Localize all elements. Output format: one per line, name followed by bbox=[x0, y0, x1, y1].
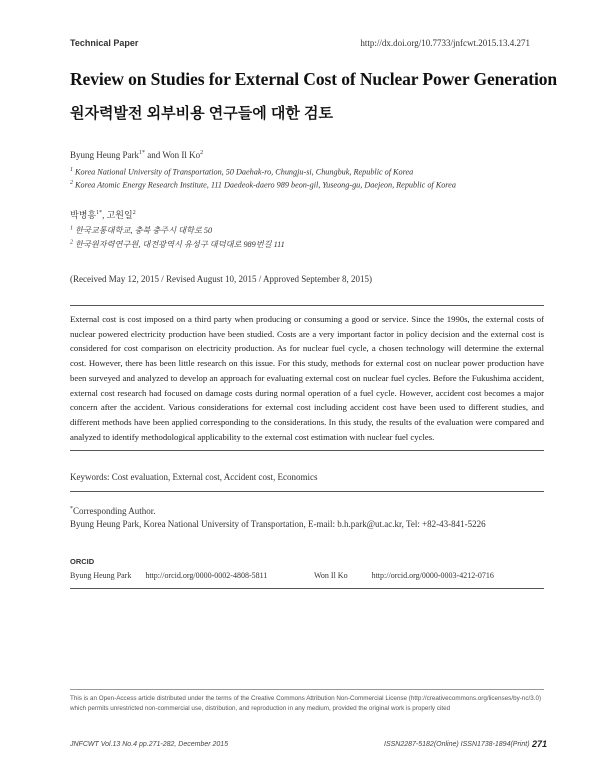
affiliation-english bbox=[70, 180, 456, 190]
affiliation-english bbox=[70, 167, 413, 177]
affiliation-mark: 1 bbox=[70, 167, 73, 173]
corresponding-author-details: Byung Heung Park, Korea National University of Transportation, E-mail: b.h.park@ut.ac.kr, Tel: +82-43-841-5226 bbox=[70, 519, 486, 529]
page-title: Review on Studies for External Cost of Nuclear Power Generation bbox=[70, 69, 558, 89]
orcid-link[interactable]: http://orcid.org/0000-0003-4212-0716 bbox=[371, 571, 494, 580]
issn: ISSN2287-5182(Online) ISSN1738-1894(Print) bbox=[384, 741, 530, 748]
orcid-entry bbox=[70, 571, 267, 580]
affiliation-text: Korea Atomic Energy Research Institute, 111 Daedeok-daero 989 beon-gil, Yuseong-gu, Daejeon, Republic of Korea bbox=[75, 180, 456, 190]
author-name: Byung Heung Park bbox=[70, 150, 139, 160]
affiliation-korean bbox=[70, 225, 212, 236]
author-separator: , bbox=[102, 210, 107, 220]
journal-citation: JNFCWT Vol.13 No.4 pp.271-282, December 2015 bbox=[70, 741, 229, 748]
affiliation-mark: 2 bbox=[70, 180, 73, 186]
author-connector: and bbox=[145, 150, 163, 160]
author-name: 박병흥 bbox=[70, 210, 97, 220]
author-mark: 1* bbox=[96, 210, 103, 216]
author-mark: 1* bbox=[139, 150, 145, 156]
affiliation-text: Korea National University of Transportation, 50 Daehak-ro, Chungju-si, Chungbuk, Republic of Korea bbox=[75, 167, 414, 177]
affiliation-mark: 1 bbox=[70, 225, 73, 232]
affiliation-text: 한국교통대학교, 충북 충주시 대학로 50 bbox=[75, 226, 213, 235]
author-mark: 2 bbox=[132, 210, 136, 216]
orcid-entry bbox=[314, 571, 494, 580]
divider bbox=[70, 689, 544, 690]
orcid-name: Won Il Ko bbox=[314, 571, 348, 580]
doi-link[interactable]: http://dx.doi.org/10.7733/jnfcwt.2015.13.4.271 bbox=[360, 38, 530, 48]
divider bbox=[70, 588, 544, 589]
corresponding-label-text: Corresponding Author. bbox=[73, 506, 156, 516]
author-mark: 2 bbox=[200, 150, 204, 156]
affiliation-mark: 2 bbox=[70, 239, 73, 246]
corresponding-mark: * bbox=[70, 506, 73, 512]
keywords: Keywords: Cost evaluation, External cost, Accident cost, Economics bbox=[70, 472, 318, 482]
orcid-heading: ORCID bbox=[70, 557, 95, 566]
affiliation-text: 한국원자력연구원, 대전광역시 유성구 대덕대로 989번길 111 bbox=[75, 240, 285, 249]
orcid-link[interactable]: http://orcid.org/0000-0002-4808-5811 bbox=[145, 571, 268, 580]
abstract-section bbox=[70, 305, 544, 451]
author-name: 고원일 bbox=[106, 210, 133, 220]
page-title-korean: 원자력발전 외부비용 연구들에 대한 검토 bbox=[70, 105, 334, 122]
abstract-text: External cost is cost imposed on a third party when producing or consuming a good or service. Since the 1990s, the external costs of nuclear powered electricity production have been studied. Costs are a very important factor in policy decision and the external cost is considered for cost comparison on electricity production. As for nuclear fuel cycle, a chosen technology will determine the external cost. However, there has been little research on this issue. For this study, methods for external cost on nuclear power production have been surveyed and analyzed to develop an approach for evaluating external cost on nuclear fuel cycles. Before the Fukushima accident, external cost research had focused on damage costs during normal operation of a fuel cycle. However, accident cost becomes a major concern after the accident. Various considerations for external cost including accident cost have been used to different studies, and different methods have been applied corresponding to the considerations. In this study, the results of the evaluation were compared and analyzed to identify methodological applicability to the external cost estimation with nuclear fuel cycles. bbox=[70, 314, 544, 442]
divider bbox=[70, 491, 544, 492]
page-number: 271 bbox=[532, 739, 548, 749]
orcid-name: Byung Heung Park bbox=[70, 571, 132, 580]
license-notice: This is an Open-Access article distributed under the terms of the Creative Commons Attribution Non-Commercial License (http://creativecommons.org/licenses/by-nc/3.0) which permits unrestricted non-commercial use, distribution, and reproduction in any medium, provided the original work is properly cited bbox=[70, 695, 542, 712]
submission-dates: (Received May 12, 2015 / Revised August 10, 2015 / Approved September 8, 2015) bbox=[70, 274, 372, 284]
author-name: Won Il Ko bbox=[162, 150, 201, 160]
authors-korean bbox=[70, 208, 136, 221]
affiliation-korean bbox=[70, 239, 285, 250]
paper-type-label: Technical Paper bbox=[70, 38, 139, 48]
corresponding-author-label bbox=[70, 506, 156, 516]
authors-english bbox=[70, 150, 203, 160]
